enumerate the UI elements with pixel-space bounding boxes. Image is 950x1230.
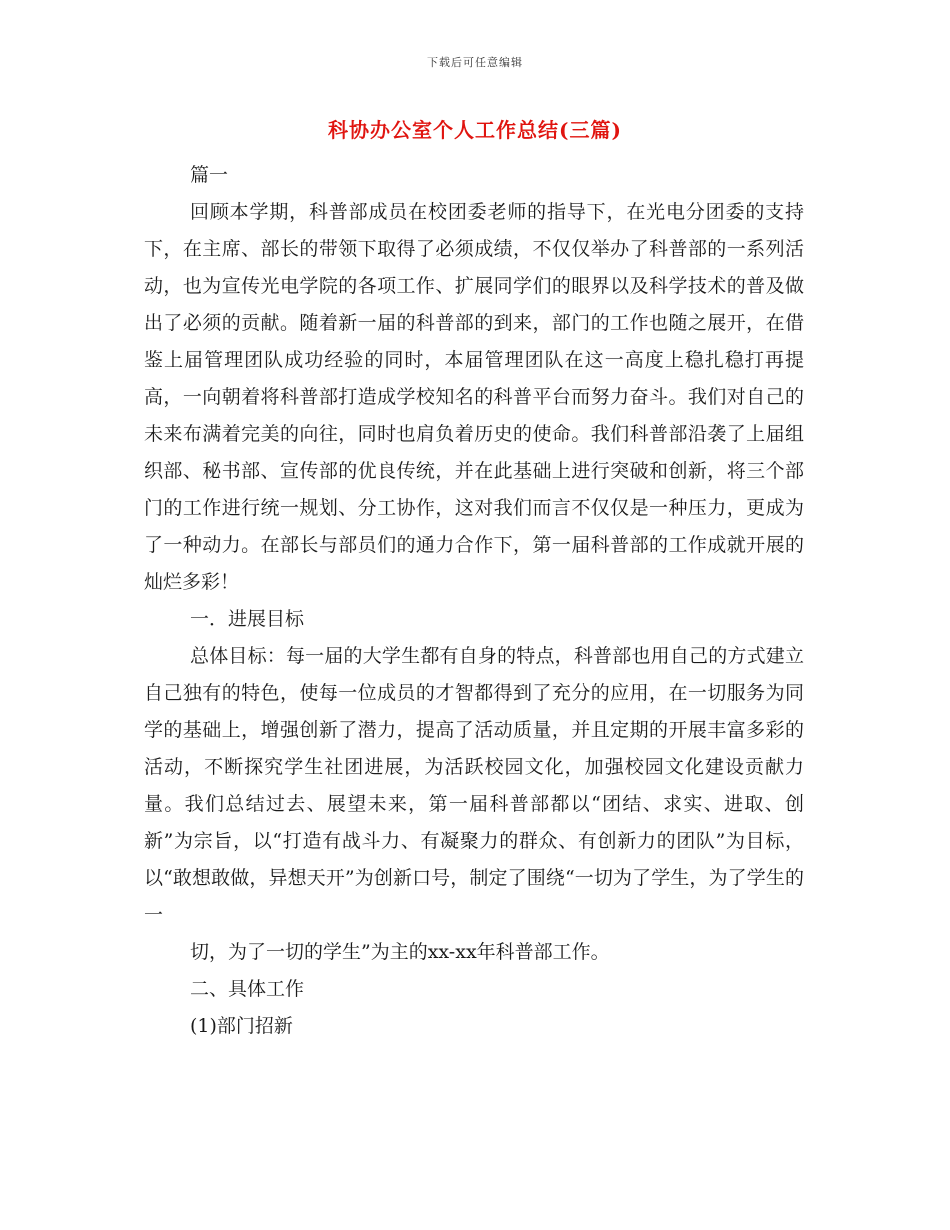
paragraph-continuation: 切，为了一切的学生”为主的xx-xx年科普部工作。 [190,941,610,963]
paragraph-review: 回顾本学期，科普部成员在校团委老师的指导下，在光电分团委的支持下，在主席、部长的带领下取得了必须成绩，不仅仅举办了科普部的一系列活动，也为宣传光电学院的各项工作、扩展同学们的眼界以及科学技术的普及做出了必须的贡献。随着新一届的科普部的到来，部门的工作也随之展开，在借鉴上届管理团队成功经验的同时，本届管理团队在这一高度上稳扎稳打再提高，一向朝着将科普部打造成学校知名的科普平台而努力奋斗。我们对自己的未来布满着完美的向往，同时也肩负着历史的使命。我们科普部沿袭了上届组织部、秘书部、宣传部的优良传统，并在此基础上进行突破和创新，将三个部门的工作进行统一规划、分工协作，这对我们而言不仅仅是一种压力，更成为了一种动力。在部长与部员们的通力合作下，第一届科普部的工作成就开展的灿烂多彩！ [144,201,804,593]
section-label: 篇一 [190,164,229,186]
header-note: 下载后可任意编辑 [427,56,523,69]
heading-specific-work: 二、具体工作 [190,978,305,1000]
heading-recruitment: (1)部门招新 [190,1015,293,1037]
heading-development-goals: 一．进展目标 [190,608,305,630]
paragraph-overall-goals: 总体目标：每一届的大学生都有自身的特点，科普部也用自己的方式建立自己独有的特色，使每一位成员的才智都得到了充分的应用，在一切服务为同学的基础上，增强创新了潜力，提高了活动质量，并且定期的开展丰富多彩的活动，不断探究学生社团进展，为活跃校园文化，加强校园文化建设贡献力量。我们总结过去、展望未来，第一届科普部都以“团结、求实、进取、创新”为宗旨，以“打造有战斗力、有凝聚力的群众、有创新力的团队”为目标，以“敢想敢做，异想天开”为创新口号，制定了围绕“一切为了学生，为了学生的一 [144,645,804,926]
document-title: 科协办公室个人工作总结(三篇) [328,118,622,142]
document-body [144,157,804,1045]
